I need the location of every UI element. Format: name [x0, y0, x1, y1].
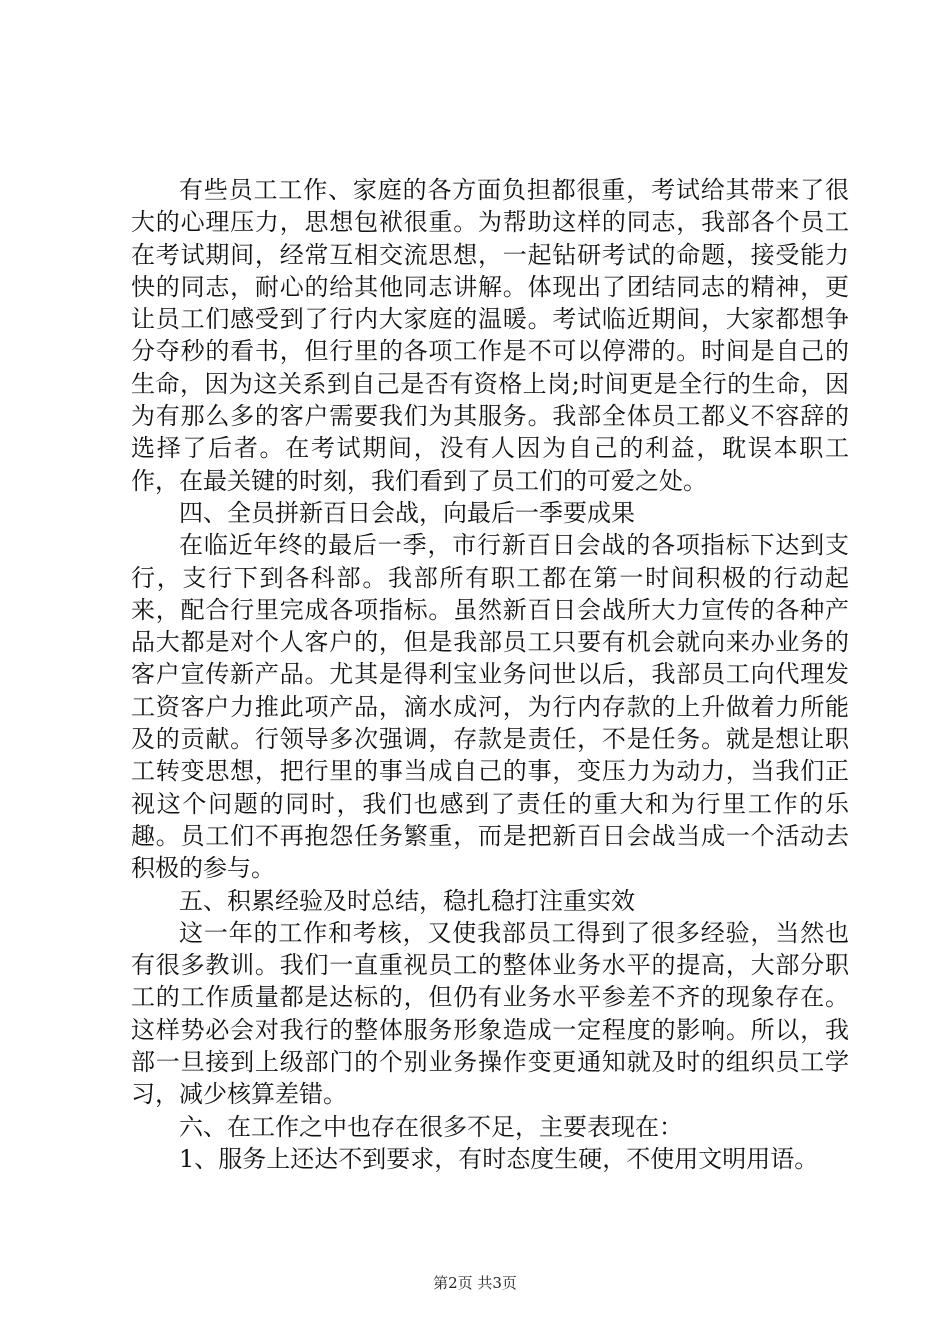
page-number-footer: 第2页 共3页: [433, 1274, 517, 1292]
heading-section-five: 五、积累经验及时总结，稳扎稳打注重实效: [179, 886, 635, 915]
heading-section-six: 六、在工作之中也存在很多不足，主要表现在：: [179, 1112, 683, 1141]
paragraph-experience-summary: 这一年的工作和考核，又使我部员工得到了很多经验，当然也有很多教训。我们一直重视员工的整体业务水平的提高，大部分职工的工作质量都是达标的，但仍有业务水平参差不齐的现象存在。这样势必会对我行的整体服务形象造成一定程度的影响。所以，我部一旦接到上级部门的个别业务操作变更通知就及时的组织员工学习，减少核算差错。: [131, 918, 849, 1109]
document-body: [131, 174, 849, 1175]
paragraph-exam-support: 有些员工工作、家庭的各方面负担都很重，考试给其带来了很大的心理压力，思想包袱很重。为帮助这样的同志，我部各个员工在考试期间，经常互相交流思想，一起钻研考试的命题，接受能力快的同志，耐心的给其他同志讲解。体现出了团结同志的精神，更让员工们感受到了行内大家庭的温暖。考试临近期间，大家都想争分夺秒的看书，但行里的各项工作是不可以停滞的。时间是自己的生命，因为这关系到自己是否有资格上岗;时间更是全行的生命，因为有那么多的客户需要我们为其服务。我部全体员工都义不容辞的选择了后者。在考试期间，没有人因为自己的利益，耽误本职工作，在最关键的时刻，我们看到了员工们的可爱之处。: [131, 176, 849, 495]
paragraph-hundred-day-campaign: 在临近年终的最后一季，市行新百日会战的各项指标下达到支行，支行下到各科部。我部所有职工都在第一时间积极的行动起来，配合行里完成各项指标。虽然新百日会战所大力宣传的各种产品大都是对个人客户的，但是我部员工只要有机会就向来办业务的客户宣传新产品。尤其是得利宝业务问世以后，我部员工向代理发工资客户力推此项产品，滴水成河，为行内存款的上升做着力所能及的贡献。行领导多次强调，存款是责任，不是任务。就是想让职工转变思想，把行里的事当成自己的事，变压力为动力，当我们正视这个问题的同时，我们也感到了责任的重大和为行里工作的乐趣。员工们不再抱怨任务繁重，而是把新百日会战当成一个活动去积极的参与。: [131, 531, 849, 883]
heading-section-four: 四、全员拼新百日会战，向最后一季要成果: [179, 498, 635, 527]
list-item-shortcoming-one: 1、服务上还达不到要求，有时态度生硬，不使用文明用语。: [179, 1144, 819, 1173]
